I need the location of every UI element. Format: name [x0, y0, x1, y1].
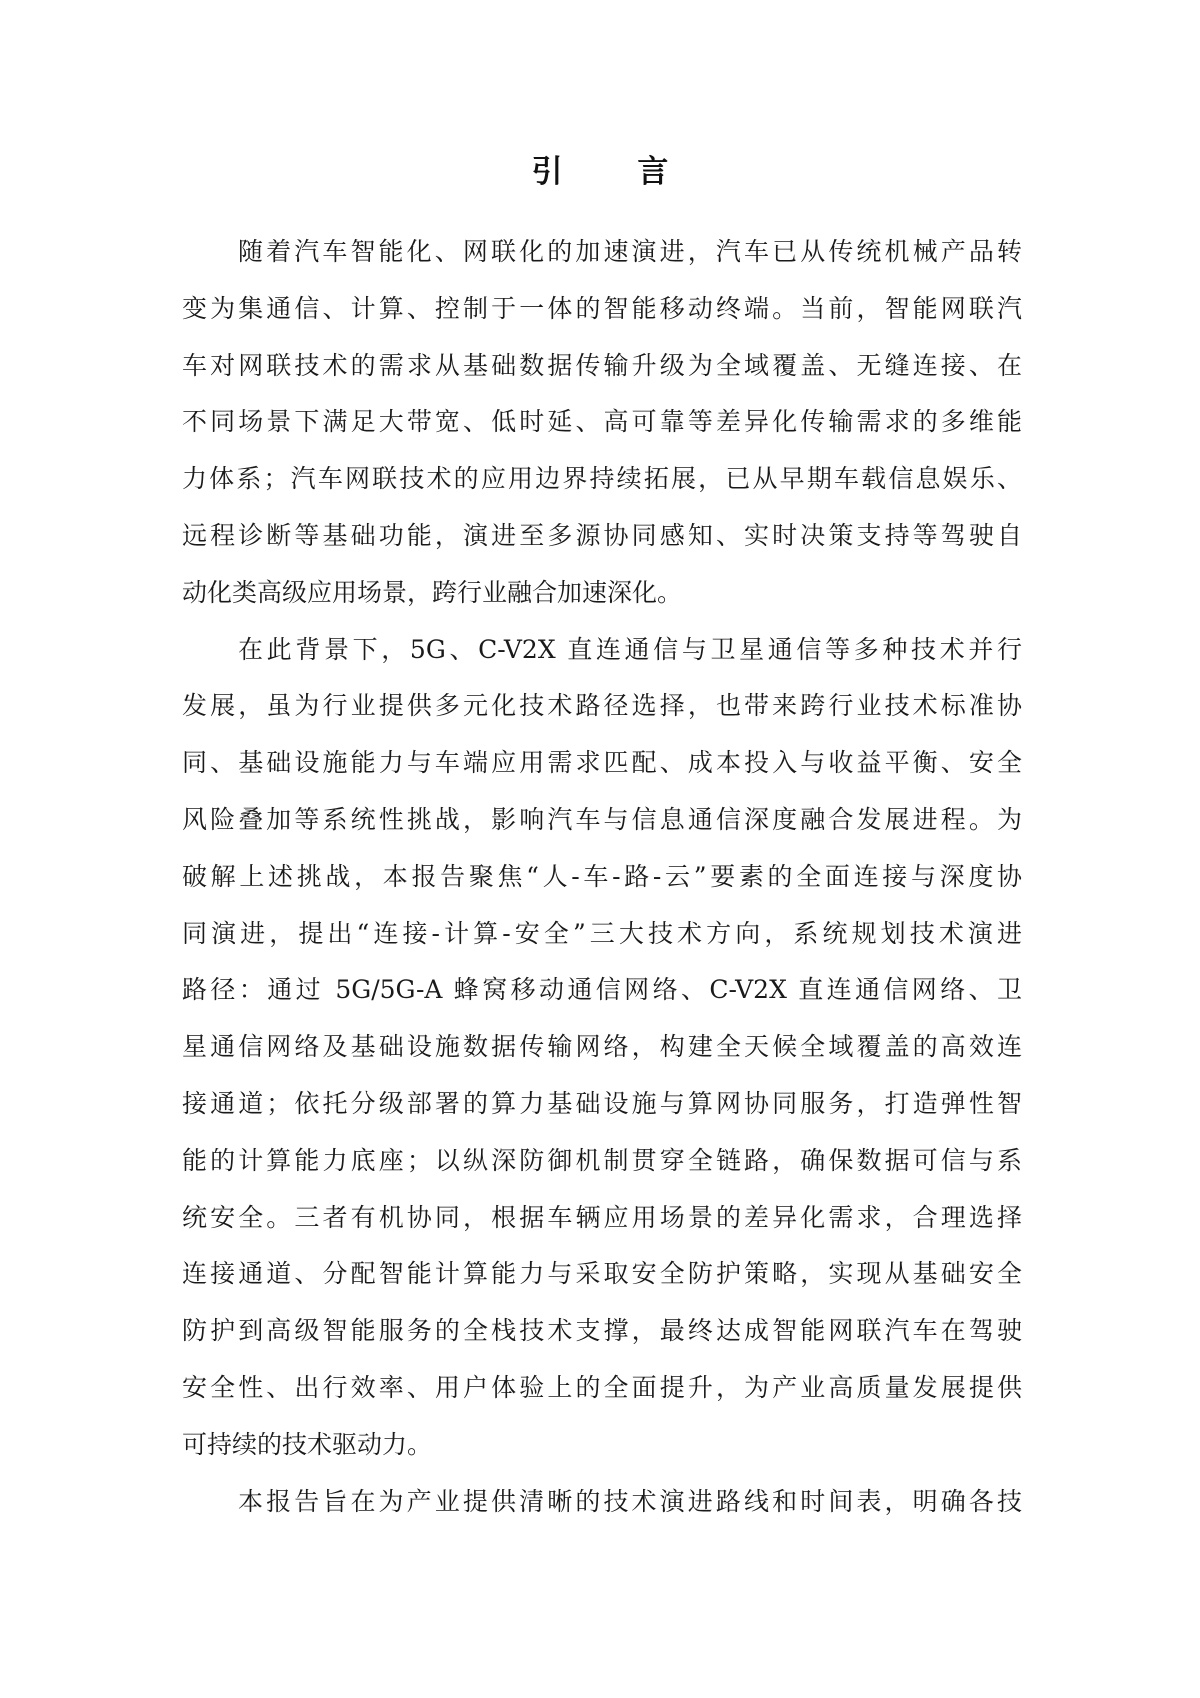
paragraph-1-line: 远程诊断等基础功能，演进至多源协同感知、实时决策支持等驾驶自 — [182, 520, 1022, 550]
paragraph-2-line: 星通信网络及基础设施数据传输网络，构建全天候全域覆盖的高效连 — [182, 1032, 1022, 1062]
paragraph-2-line: 在此背景下，5G、C-V2X 直连通信与卫星通信等多种技术并行 — [238, 634, 1022, 664]
paragraph-2-line: 发展，虽为行业提供多元化技术路径选择，也带来跨行业技术标准协 — [182, 691, 1022, 721]
paragraph-3-line: 本报告旨在为产业提供清晰的技术演进路线和时间表，明确各技 — [238, 1486, 1022, 1516]
paragraph-2-line: 路径：通过 5G/5G-A 蜂窝移动通信网络、C-V2X 直连通信网络、卫 — [182, 975, 1022, 1005]
paragraph-2-line: 防护到高级智能服务的全栈技术支撑，最终达成智能网联汽车在驾驶 — [182, 1316, 1022, 1346]
paragraph-1-line: 力体系；汽车网联技术的应用边界持续拓展，已从早期车载信息娱乐、 — [182, 464, 1022, 494]
page-title: 引 言 — [531, 154, 701, 190]
paragraph-2-line: 风险叠加等系统性挑战，影响汽车与信息通信深度融合发展进程。为 — [182, 804, 1022, 834]
paragraph-2-line: 同演进，提出“连接-计算-安全”三大技术方向，系统规划技术演进 — [182, 918, 1022, 948]
paragraph-2-line: 统安全。三者有机协同，根据车辆应用场景的差异化需求，合理选择 — [182, 1202, 1022, 1232]
paragraph-2-line: 可持续的技术驱动力。 — [182, 1429, 433, 1459]
paragraph-1-line: 不同场景下满足大带宽、低时延、高可靠等差异化传输需求的多维能 — [182, 407, 1022, 437]
paragraph-2-line: 接通道；依托分级部署的算力基础设施与算网协同服务，打造弹性智 — [182, 1088, 1022, 1118]
paragraph-2-line: 连接通道、分配智能计算能力与采取安全防护策略，实现从基础安全 — [182, 1259, 1022, 1289]
paragraph-1-line: 车对网联技术的需求从基础数据传输升级为全域覆盖、无缝连接、在 — [182, 350, 1022, 380]
paragraph-2-line: 安全性、出行效率、用户体验上的全面提升，为产业高质量发展提供 — [182, 1372, 1022, 1402]
paragraph-1-line: 变为集通信、计算、控制于一体的智能移动终端。当前，智能网联汽 — [182, 293, 1022, 323]
paragraph-2-line: 同、基础设施能力与车端应用需求匹配、成本投入与收益平衡、安全 — [182, 748, 1022, 778]
body-text — [182, 224, 1022, 1530]
paragraph-1-line: 随着汽车智能化、网联化的加速演进，汽车已从传统机械产品转 — [238, 237, 1022, 266]
paragraph-1-line: 动化类高级应用场景，跨行业融合加速深化。 — [182, 577, 683, 607]
paragraph-2-line: 破解上述挑战，本报告聚焦“人-车-路-云”要素的全面连接与深度协 — [182, 861, 1022, 891]
paragraph-2-line: 能的计算能力底座；以纵深防御机制贯穿全链路，确保数据可信与系 — [182, 1145, 1022, 1175]
